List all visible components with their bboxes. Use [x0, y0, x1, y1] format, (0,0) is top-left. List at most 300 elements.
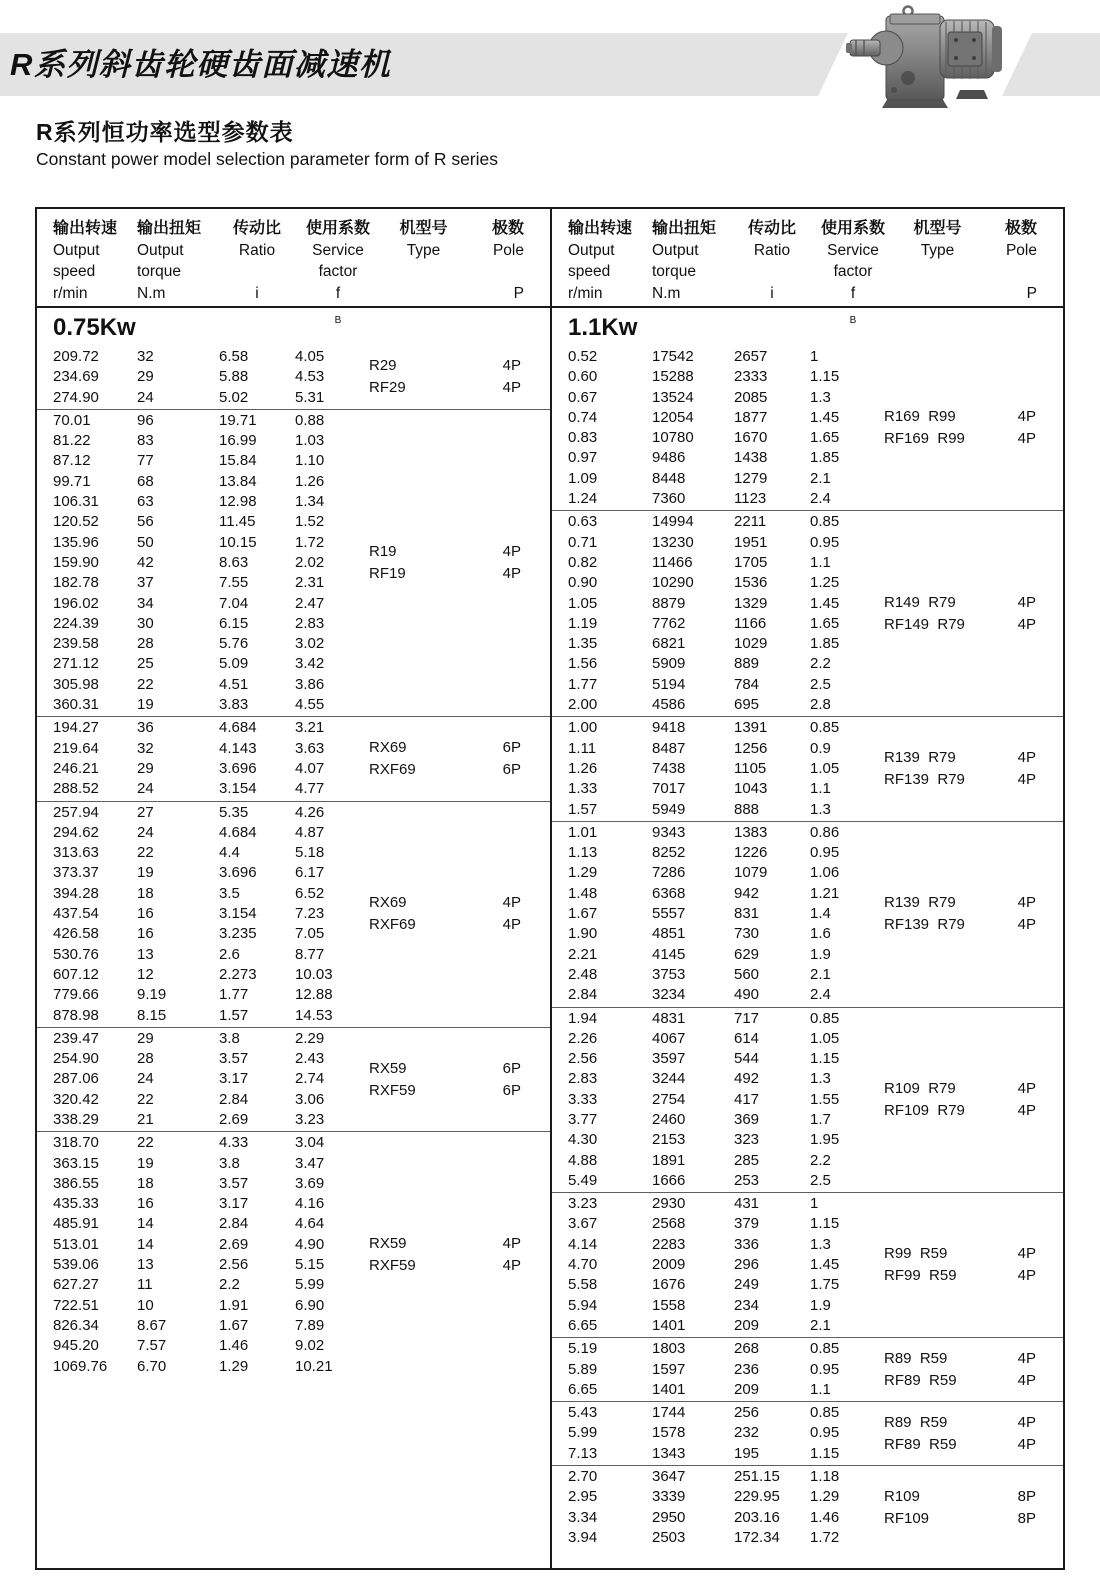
type-label: RF109 R79: [884, 1101, 965, 1119]
service-factor-cell: 4.26: [295, 803, 325, 821]
ratio-cell: 209: [734, 1380, 760, 1398]
ratio-cell: 285: [734, 1151, 760, 1169]
header-output-speed: 输出转速 Output speed r/min: [53, 220, 118, 302]
table-row: [552, 863, 1063, 883]
ratio-cell: 369: [734, 1110, 760, 1128]
output-speed-cell: 3.67: [568, 1215, 598, 1233]
ratio-cell: 203.16: [734, 1508, 780, 1526]
output-speed-cell: 7.13: [568, 1444, 598, 1462]
ratio-cell: 695: [734, 696, 760, 714]
ratio-cell: 3.83: [219, 696, 249, 714]
output-torque-cell: 83: [137, 432, 154, 450]
service-factor-cell: 0.95: [810, 844, 840, 862]
output-torque-cell: 1401: [652, 1316, 686, 1334]
output-torque-cell: 10290: [652, 574, 694, 592]
parameters-table: [35, 207, 1065, 1570]
pole-label: 4P: [1017, 771, 1036, 789]
table-row: [37, 675, 550, 695]
type-line: [369, 737, 521, 759]
ratio-cell: 629: [734, 945, 760, 963]
ratio-cell: 236: [734, 1360, 760, 1378]
output-torque-cell: 29: [137, 368, 154, 386]
table-row: [37, 472, 550, 492]
ratio-cell: 1105: [734, 759, 767, 777]
output-torque-cell: 6.70: [137, 1357, 167, 1375]
header-ratio: 传动比 Ratio i: [747, 220, 796, 302]
output-torque-cell: 8252: [652, 844, 686, 862]
table-row: [37, 1336, 550, 1356]
type-line: [884, 1434, 1036, 1456]
output-torque-cell: 14: [137, 1215, 154, 1233]
service-factor-cell: 5.18: [295, 844, 325, 862]
type-label: RF169 R99: [884, 430, 965, 448]
service-factor-cell: 1.3: [810, 1070, 831, 1088]
ratio-cell: 3.5: [219, 884, 240, 902]
output-torque-cell: 42: [137, 553, 154, 571]
ratio-cell: 379: [734, 1215, 760, 1233]
output-speed-cell: 1.67: [568, 905, 598, 923]
service-factor-cell: 2.31: [295, 574, 325, 592]
output-speed-cell: 0.82: [568, 553, 598, 571]
output-torque-cell: 4067: [652, 1029, 686, 1047]
output-speed-cell: 3.94: [568, 1528, 598, 1546]
ratio-cell: 3.696: [219, 759, 257, 777]
type-label: R149 R79: [884, 593, 956, 611]
service-factor-cell: 1.45: [810, 408, 840, 426]
table-row: [37, 1194, 550, 1214]
type-label: R19: [369, 543, 397, 561]
output-speed-cell: 1.57: [568, 800, 598, 818]
service-factor-cell: 2.1: [810, 1316, 831, 1334]
output-speed-cell: 239.58: [53, 635, 99, 653]
parameter-group: [552, 511, 1063, 717]
header-output-torque: 输出扭矩 Output torque N.m: [652, 220, 717, 302]
ratio-cell: 1166: [734, 614, 767, 632]
output-torque-cell: 22: [137, 844, 154, 862]
ratio-cell: 1.67: [219, 1316, 249, 1334]
table-row: [37, 1029, 550, 1049]
output-torque-cell: 7438: [652, 759, 686, 777]
output-speed-cell: 2.00: [568, 696, 598, 714]
table-row: [552, 800, 1063, 820]
type-line: [884, 1412, 1036, 1434]
output-speed-cell: 313.63: [53, 844, 99, 862]
ratio-cell: 2.56: [219, 1256, 249, 1274]
type-pole-block: [884, 406, 1036, 450]
output-torque-cell: 3244: [652, 1070, 686, 1088]
ratio-cell: 1256: [734, 739, 768, 757]
output-torque-cell: 29: [137, 759, 154, 777]
table-row: [37, 1214, 550, 1234]
service-factor-cell: 1.3: [810, 1235, 831, 1253]
output-speed-cell: 5.99: [568, 1424, 598, 1442]
output-torque-cell: 37: [137, 574, 154, 592]
parameter-group: [552, 717, 1063, 821]
service-factor-cell: 1.26: [295, 472, 325, 490]
output-torque-cell: 36: [137, 719, 154, 737]
output-speed-cell: 607.12: [53, 965, 99, 983]
output-torque-cell: 2568: [652, 1215, 686, 1233]
output-torque-cell: 3597: [652, 1050, 686, 1068]
output-speed-cell: 6.65: [568, 1380, 598, 1398]
output-torque-cell: 13230: [652, 533, 694, 551]
parameter-group: [37, 346, 550, 410]
type-label: RF149 R79: [884, 615, 965, 633]
table-row: [552, 1467, 1063, 1487]
ratio-cell: 4.684: [219, 719, 257, 737]
pole-label: 4P: [1017, 1079, 1036, 1097]
type-pole-block: [369, 355, 521, 399]
output-torque-cell: 63: [137, 493, 154, 511]
service-factor-cell: 3.21: [295, 719, 325, 737]
service-factor-cell: 3.02: [295, 635, 325, 653]
ratio-cell: 2.273: [219, 965, 257, 983]
ratio-cell: 2211: [734, 513, 767, 531]
table-row: [37, 512, 550, 532]
type-label: R99 R59: [884, 1245, 948, 1263]
output-torque-cell: 21: [137, 1110, 154, 1128]
service-factor-cell: 0.88: [295, 411, 325, 429]
ratio-cell: 1383: [734, 823, 768, 841]
ratio-cell: 3.154: [219, 780, 257, 798]
power-rating: 0.75Kw: [53, 314, 136, 341]
service-factor-cell: 8.77: [295, 945, 325, 963]
service-factor-cell: 1.7: [810, 1110, 831, 1128]
service-factor-cell: 1.34: [295, 493, 325, 511]
table-row: [552, 1171, 1063, 1191]
pole-label: 4P: [1017, 593, 1036, 611]
output-torque-cell: 77: [137, 452, 154, 470]
service-factor-cell: 0.85: [810, 719, 840, 737]
output-torque-cell: 17542: [652, 348, 694, 365]
output-speed-cell: 2.84: [568, 986, 598, 1004]
service-factor-cell: 1.6: [810, 925, 831, 943]
table-row: [37, 843, 550, 863]
service-factor-cell: 1.75: [810, 1276, 840, 1294]
table-row: [37, 634, 550, 654]
output-speed-cell: 426.58: [53, 925, 99, 943]
ratio-cell: 544: [734, 1050, 760, 1068]
pole-label: 4P: [502, 379, 521, 397]
service-factor-cell: 5.31: [295, 388, 325, 406]
service-factor-cell: 2.47: [295, 594, 325, 612]
ratio-cell: 195: [734, 1444, 760, 1462]
service-factor-cell: 1.3: [810, 800, 831, 818]
table-row: [552, 1194, 1063, 1214]
service-factor-cell: 1: [810, 348, 819, 365]
header-pole: 极数 Pole P: [1004, 220, 1037, 302]
output-torque-cell: 96: [137, 411, 154, 429]
table-row: [37, 431, 550, 451]
ratio-cell: 5.76: [219, 635, 249, 653]
service-factor-cell: 2.4: [810, 986, 831, 1004]
type-line: [884, 1078, 1036, 1100]
service-factor-cell: 0.85: [810, 1404, 840, 1422]
service-factor-cell: 1.06: [810, 864, 840, 882]
output-torque-cell: 24: [137, 780, 154, 798]
parameter-group: [37, 1132, 550, 1378]
output-torque-cell: 8.15: [137, 1006, 167, 1024]
output-speed-cell: 320.42: [53, 1090, 99, 1108]
output-speed-cell: 120.52: [53, 513, 99, 531]
ratio-cell: 2.6: [219, 945, 240, 963]
table-row: [37, 718, 550, 738]
service-factor-cell: 0.85: [810, 1340, 840, 1358]
output-speed-cell: 0.60: [568, 368, 598, 386]
ratio-cell: 234: [734, 1296, 760, 1314]
ratio-cell: 2.2: [219, 1276, 240, 1294]
service-factor-cell: 0.95: [810, 1424, 840, 1442]
type-pole-block: [369, 892, 521, 936]
type-label: R29: [369, 357, 397, 375]
page-title: R系列恒功率选型参数表: [36, 119, 294, 145]
output-speed-cell: 70.01: [53, 411, 91, 429]
service-factor-cell: 10.21: [295, 1357, 333, 1375]
type-line: [369, 892, 521, 914]
type-line: [884, 1243, 1036, 1265]
output-speed-cell: 1.11: [568, 739, 597, 757]
ratio-cell: 2333: [734, 368, 768, 386]
table-row: [37, 1133, 550, 1153]
service-factor-cell: 12.88: [295, 986, 333, 1004]
output-torque-cell: 13: [137, 1256, 154, 1274]
output-speed-cell: 234.69: [53, 368, 99, 386]
table-row: [37, 985, 550, 1005]
table-row: [37, 779, 550, 799]
ratio-cell: 5.09: [219, 655, 249, 673]
service-factor-cell: 1.45: [810, 1256, 840, 1274]
type-label: RXF69: [369, 916, 416, 934]
service-factor-cell: 0.95: [810, 533, 840, 551]
output-torque-cell: 19: [137, 864, 154, 882]
output-torque-cell: 1803: [652, 1340, 686, 1358]
output-speed-cell: 254.90: [53, 1050, 99, 1068]
ratio-cell: 1329: [734, 594, 768, 612]
table-row: [37, 451, 550, 471]
header-output-speed: 输出转速 Output speed r/min: [568, 220, 633, 302]
output-torque-cell: 7017: [652, 780, 686, 798]
type-line: [884, 1370, 1036, 1392]
ratio-cell: 1079: [734, 864, 768, 882]
output-torque-cell: 1558: [652, 1296, 686, 1314]
table-row: [552, 634, 1063, 654]
service-factor-cell: 4.53: [295, 368, 325, 386]
service-factor-cell: 3.23: [295, 1110, 325, 1128]
output-speed-cell: 5.94: [568, 1296, 598, 1314]
service-factor-cell: 2.5: [810, 1171, 831, 1189]
type-label: R109 R79: [884, 1079, 956, 1097]
type-label: R89 R59: [884, 1413, 948, 1431]
service-factor-cell: 7.05: [295, 925, 325, 943]
output-torque-cell: 68: [137, 472, 154, 490]
output-torque-cell: 24: [137, 388, 154, 406]
output-torque-cell: 7762: [652, 614, 686, 632]
output-torque-cell: 9343: [652, 823, 686, 841]
ratio-cell: 730: [734, 925, 760, 943]
output-speed-cell: 159.90: [53, 553, 99, 571]
output-torque-cell: 12054: [652, 408, 694, 426]
output-speed-cell: 1.09: [568, 469, 598, 487]
service-factor-cell: 4.77: [295, 780, 325, 798]
ratio-cell: 4.33: [219, 1134, 249, 1152]
parameter-group: [37, 717, 550, 801]
output-speed-cell: 257.94: [53, 803, 99, 821]
output-torque-cell: 22: [137, 675, 154, 693]
type-label: RF89 R59: [884, 1435, 957, 1453]
service-factor-cell: 3.04: [295, 1134, 325, 1152]
table-row: [37, 614, 550, 634]
output-speed-cell: 4.30: [568, 1131, 598, 1149]
table-row: [552, 1049, 1063, 1069]
output-speed-cell: 2.21: [568, 945, 598, 963]
output-speed-cell: 627.27: [53, 1276, 99, 1294]
type-line: [884, 592, 1036, 614]
pole-label: 4P: [1017, 1413, 1036, 1431]
table-row: [552, 347, 1063, 367]
service-factor-cell: 1.03: [295, 432, 325, 450]
type-label: RF139 R79: [884, 916, 965, 934]
service-factor-cell: 3.63: [295, 739, 325, 757]
type-pole-block: [369, 737, 521, 781]
output-speed-cell: 99.71: [53, 472, 91, 490]
ratio-cell: 888: [734, 800, 760, 818]
ratio-cell: 1877: [734, 408, 768, 426]
output-torque-cell: 29: [137, 1029, 154, 1047]
ratio-cell: 16.99: [219, 432, 257, 450]
parameter-group: [552, 1466, 1063, 1549]
type-line: [884, 406, 1036, 428]
header-service-factor: 使用系数 Service factor f $_B$: [305, 220, 370, 327]
output-speed-cell: 3.33: [568, 1090, 598, 1108]
service-factor-cell: 1.95: [810, 1131, 840, 1149]
output-torque-cell: 14994: [652, 513, 694, 531]
type-line: [884, 769, 1036, 791]
output-speed-cell: 386.55: [53, 1174, 99, 1192]
service-factor-cell: 1.4: [810, 905, 831, 923]
output-speed-cell: 194.27: [53, 719, 99, 737]
output-torque-cell: 5909: [652, 655, 686, 673]
parameter-group: [552, 1338, 1063, 1402]
type-label: RF89 R59: [884, 1371, 957, 1389]
type-label: R109: [884, 1487, 920, 1505]
ratio-cell: 12.98: [219, 493, 257, 511]
output-torque-cell: 5557: [652, 905, 686, 923]
table-row: [552, 1151, 1063, 1171]
pole-label: 4P: [502, 916, 521, 934]
type-pole-block: [884, 1243, 1036, 1287]
service-factor-cell: 0.86: [810, 823, 840, 841]
service-factor-cell: 1.72: [810, 1528, 840, 1546]
service-factor-cell: 6.52: [295, 884, 325, 902]
ratio-cell: 431: [734, 1195, 760, 1213]
type-line: [369, 759, 521, 781]
output-speed-cell: 435.33: [53, 1195, 99, 1213]
service-factor-cell: 4.64: [295, 1215, 325, 1233]
type-line: [884, 1100, 1036, 1122]
output-torque-cell: 7360: [652, 490, 686, 508]
service-factor-cell: 4.87: [295, 823, 325, 841]
output-torque-cell: 2153: [652, 1131, 686, 1149]
output-torque-cell: 22: [137, 1134, 154, 1152]
type-label: RXF69: [369, 760, 416, 778]
table-row: [552, 388, 1063, 408]
output-torque-cell: 1597: [652, 1360, 686, 1378]
output-torque-cell: 34: [137, 594, 154, 612]
service-factor-cell: 1.9: [810, 1296, 831, 1314]
pole-label: 4P: [1017, 430, 1036, 448]
type-line: [369, 914, 521, 936]
output-speed-cell: 135.96: [53, 533, 99, 551]
ratio-cell: 5.35: [219, 803, 249, 821]
ratio-cell: 232: [734, 1424, 760, 1442]
pole-label: 4P: [1017, 916, 1036, 934]
output-speed-cell: 539.06: [53, 1256, 99, 1274]
ratio-cell: 1536: [734, 574, 768, 592]
ratio-cell: 1438: [734, 449, 768, 467]
pole-label: 4P: [1017, 1349, 1036, 1367]
output-torque-cell: 28: [137, 1050, 154, 1068]
output-speed-cell: 1.00: [568, 719, 598, 737]
service-factor-cell: 2.29: [295, 1029, 325, 1047]
ratio-cell: 7.04: [219, 594, 249, 612]
pole-label: 4P: [1017, 408, 1036, 426]
service-factor-cell: 1.15: [810, 1215, 840, 1233]
type-label: R139 R79: [884, 749, 956, 767]
ratio-cell: 296: [734, 1256, 760, 1274]
output-torque-cell: 10: [137, 1296, 154, 1314]
pole-label: 8P: [1017, 1487, 1036, 1505]
column-headers: [37, 209, 550, 327]
header-pole: 极数 Pole P: [491, 220, 524, 302]
type-pole-block: [884, 747, 1036, 791]
table-row: [552, 965, 1063, 985]
output-torque-cell: 16: [137, 905, 154, 923]
output-torque-cell: 7.57: [137, 1337, 167, 1355]
output-torque-cell: 25: [137, 655, 154, 673]
output-torque-cell: 19: [137, 696, 154, 714]
ratio-cell: 831: [734, 905, 760, 923]
output-speed-cell: 5.49: [568, 1171, 598, 1189]
service-factor-cell: 1.1: [810, 1380, 831, 1398]
header-type: 机型号 Type: [399, 220, 448, 259]
type-label: R139 R79: [884, 894, 956, 912]
ratio-cell: 1123: [734, 490, 767, 508]
table-row: [37, 492, 550, 512]
group-list: [552, 346, 1063, 1549]
service-factor-cell: 3.86: [295, 675, 325, 693]
output-speed-cell: 437.54: [53, 905, 99, 923]
output-torque-cell: 9.19: [137, 986, 167, 1004]
output-speed-cell: 4.14: [568, 1235, 598, 1253]
output-torque-cell: 28: [137, 635, 154, 653]
ratio-cell: 1391: [734, 719, 768, 737]
ratio-cell: 7.55: [219, 574, 249, 592]
output-torque-cell: 4851: [652, 925, 686, 943]
output-speed-cell: 239.47: [53, 1029, 99, 1047]
service-factor-cell: 4.90: [295, 1235, 325, 1253]
output-speed-cell: 394.28: [53, 884, 99, 902]
table-row: [552, 1214, 1063, 1234]
output-speed-cell: 1.35: [568, 635, 598, 653]
output-speed-cell: 4.70: [568, 1256, 598, 1274]
ratio-cell: 209: [734, 1316, 760, 1334]
service-factor-cell: 4.05: [295, 348, 325, 365]
type-line: [884, 1486, 1036, 1508]
type-label: RXF59: [369, 1081, 416, 1099]
output-speed-cell: 5.43: [568, 1404, 598, 1422]
service-factor-cell: 1.15: [810, 368, 840, 386]
service-factor-cell: 4.16: [295, 1195, 325, 1213]
